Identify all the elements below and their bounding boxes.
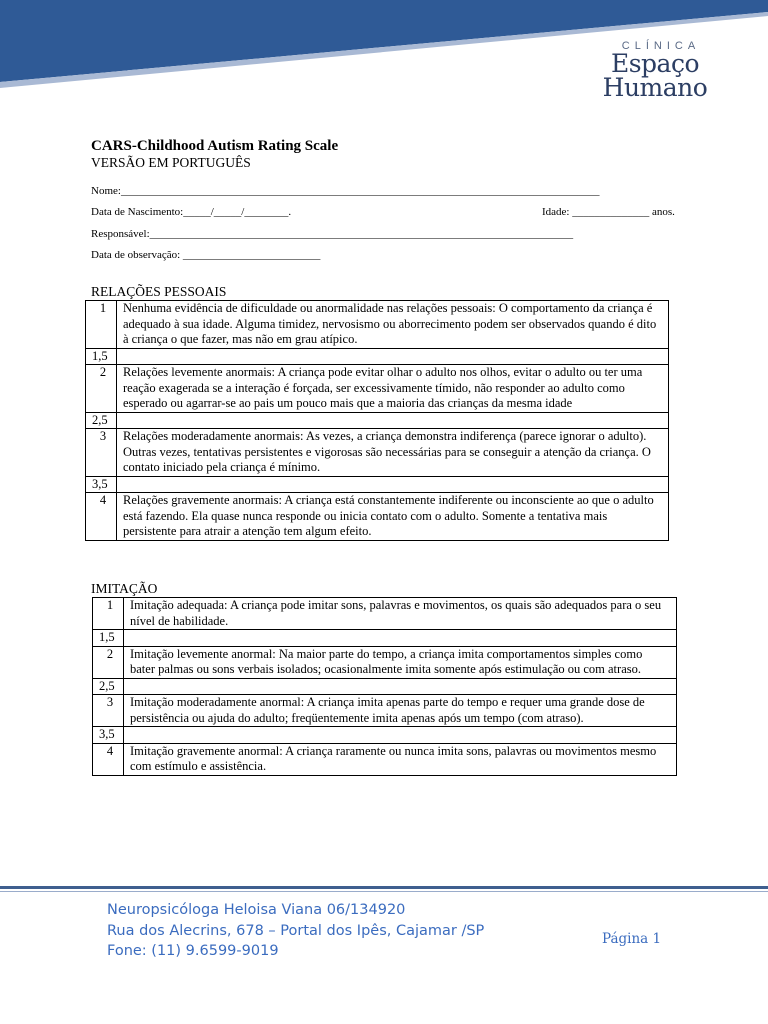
logo-humano-text: Humano — [602, 73, 708, 102]
score-cell: 3 — [93, 695, 124, 727]
description-cell: Relações levemente anormais: A criança pode evitar olhar o adulto nos olhos, evitar o adulto ou ter uma reação exagerada se a interação é forçada, ser excessivamente tímido, não responder ao adulto como esperado ou agarrar-se ao pais um pouco mais que a maioria das crianças da mesma idade — [117, 365, 669, 413]
scale-row — [86, 429, 669, 477]
description-cell: Relações gravemente anormais: A criança está constantemente indiferente ou inconsciente ao que o adulto está fazendo. Ela quase nunca responde ou inicia contato com o adulto. Somente a tentativa mais persistente para atrair a atenção tem algum efeito. — [117, 493, 669, 541]
score-cell: 3,5 — [93, 727, 124, 744]
scale-row — [93, 727, 677, 744]
score-cell: 4 — [93, 743, 124, 775]
footer-divider — [0, 886, 768, 889]
scale-row — [93, 695, 677, 727]
description-cell — [124, 678, 677, 695]
responsible-field: Responsável:_____________________________________________________________________________ — [91, 228, 574, 240]
section-title-imitacao: IMITAÇÃO — [91, 581, 158, 596]
score-cell: 3 — [86, 429, 117, 477]
scale-row — [86, 412, 669, 429]
description-cell — [117, 476, 669, 493]
document-title: CARS-Childhood Autism Rating Scale — [91, 138, 339, 154]
description-cell — [117, 348, 669, 365]
footer-phone: Fone: (11) 9.6599-9019 — [107, 943, 279, 959]
description-cell — [117, 412, 669, 429]
age-field: Idade: ______________ anos. — [542, 206, 675, 218]
score-cell: 2 — [93, 646, 124, 678]
clinic-logo — [585, 40, 725, 100]
nome-field: Nome:_______________________________________________________________________________________ — [91, 185, 600, 197]
section-title-relacoes: RELAÇÕES PESSOAIS — [91, 284, 227, 299]
scale-row — [86, 365, 669, 413]
score-cell: 1,5 — [93, 630, 124, 647]
scale-row — [93, 646, 677, 678]
logo-clinica-text: CLÍNICA — [621, 40, 701, 52]
description-cell: Relações moderadamente anormais: As vezes, a criança demonstra indiferença (parece ignorar o adulto). Outras vezes, tentativas persistentes e vigorosas são necessárias para se conseguir a atenção da criança. O contato iniciado pela criança é mínimo. — [117, 429, 669, 477]
scale-row — [93, 678, 677, 695]
birthdate-field: Data de Nascimento:_____/_____/________. — [91, 206, 292, 218]
description-cell: Nenhuma evidência de dificuldade ou anormalidade nas relações pessoais: O comportamento da criança é adequado à sua idade. Alguma timidez, nervosismo ou aborrecimento podem ser observados quando é dito à criança o que fazer, mas não em grau atípico. — [117, 301, 669, 349]
footer-professional: Neuropsicóloga Heloisa Viana 06/134920 — [107, 902, 406, 918]
footer-contact — [107, 900, 484, 962]
score-cell: 1,5 — [86, 348, 117, 365]
score-cell: 4 — [86, 493, 117, 541]
scale-row — [86, 301, 669, 349]
scale-row — [93, 743, 677, 775]
description-cell: Imitação gravemente anormal: A criança raramente ou nunca imita sons, palavras ou movimentos mesmo com estímulo e assistência. — [124, 743, 677, 775]
footer-divider-thin — [0, 891, 768, 892]
logo-espaco-text: Espaço — [610, 49, 700, 78]
document-subtitle: VERSÃO EM PORTUGUÊS — [91, 155, 251, 170]
relacoes-scale-table — [85, 300, 669, 541]
observation-date-field: Data de observação: _________________________ — [91, 249, 321, 261]
scale-row — [86, 348, 669, 365]
score-cell: 2 — [86, 365, 117, 413]
score-cell: 2,5 — [93, 678, 124, 695]
score-cell: 1 — [86, 301, 117, 349]
description-cell: Imitação levemente anormal: Na maior parte do tempo, a criança imita comportamentos simples como bater palmas ou sons verbais isolados; ocasionalmente imita somente após estimulação ou com atraso. — [124, 646, 677, 678]
page-number: Página 1 — [602, 931, 662, 947]
description-cell — [124, 630, 677, 647]
scale-row — [86, 476, 669, 493]
score-cell: 3,5 — [86, 476, 117, 493]
footer-address: Rua dos Alecrins, 678 – Portal dos Ipês, Cajamar /SP — [107, 922, 485, 939]
scale-row — [93, 598, 677, 630]
description-cell — [124, 727, 677, 744]
score-cell: 1 — [93, 598, 124, 630]
description-cell: Imitação adequada: A criança pode imitar sons, palavras e movimentos, os quais são adequados para o seu nível de habilidade. — [124, 598, 677, 630]
scale-row — [86, 493, 669, 541]
scale-row — [93, 630, 677, 647]
score-cell: 2,5 — [86, 412, 117, 429]
description-cell: Imitação moderadamente anormal: A criança imita apenas parte do tempo e requer uma grande dose de persistência ou ajuda do adulto; freqüentemente imita apenas após um tempo (com atraso). — [124, 695, 677, 727]
imitacao-scale-table — [92, 597, 677, 776]
